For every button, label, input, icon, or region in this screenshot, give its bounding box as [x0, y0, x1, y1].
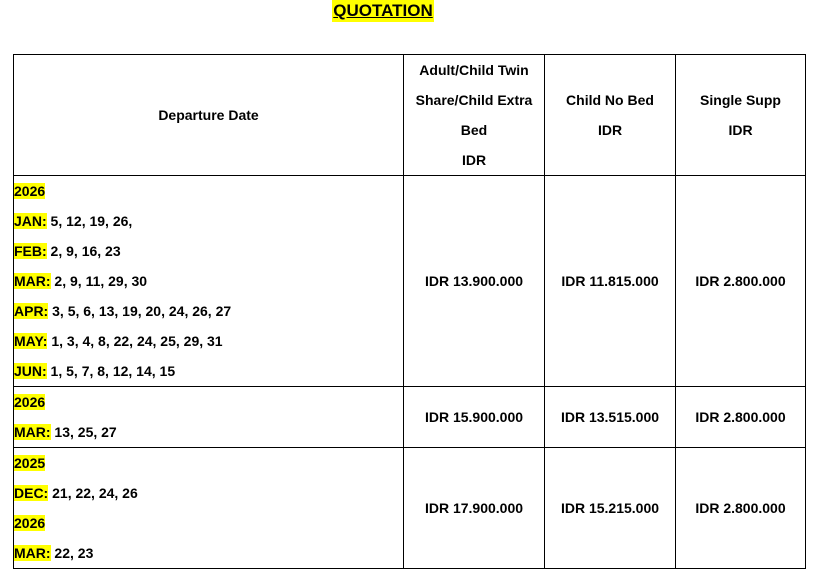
day-list: 1, 5, 7, 8, 12, 14, 15 — [46, 363, 176, 379]
header-child-no-bed — [545, 55, 676, 176]
header-adult-line2: Share/Child Extra — [415, 92, 533, 108]
day-list: 2, 9, 11, 29, 30 — [50, 273, 148, 289]
header-single-label: Single Supp — [700, 92, 781, 108]
month-label: APR: — [14, 303, 49, 319]
header-departure-date — [14, 55, 404, 176]
header-child-nobed-label: Child No Bed — [566, 92, 654, 108]
day-list: 22, 23 — [50, 545, 94, 561]
header-single-currency: IDR — [728, 122, 753, 138]
header-adult-child-twin — [404, 55, 545, 176]
month-label: MAR: — [14, 424, 51, 440]
day-list: 3, 5, 6, 13, 19, 20, 24, 26, 27 — [48, 303, 232, 319]
adult-price-cell: IDR 13.900.000 — [404, 176, 545, 387]
month-label: FEB: — [14, 243, 47, 259]
month-label: MAR: — [14, 273, 51, 289]
table-row — [14, 387, 806, 448]
month-label: JAN: — [14, 213, 47, 229]
header-departure-label: Departure Date — [158, 107, 259, 123]
year-label: 2026 — [14, 515, 46, 531]
day-list: 21, 22, 24, 26 — [48, 485, 138, 501]
header-adult-line3: Bed — [460, 122, 488, 138]
single-supp-price-cell: IDR 2.800.000 — [676, 387, 806, 448]
child-no-bed-price-cell: IDR 11.815.000 — [545, 176, 676, 387]
table-row — [14, 448, 806, 569]
year-label: 2026 — [14, 394, 46, 410]
child-no-bed-price-cell: IDR 13.515.000 — [545, 387, 676, 448]
month-label: MAR: — [14, 545, 51, 561]
child-no-bed-price-cell: IDR 15.215.000 — [545, 448, 676, 569]
table-header-row — [14, 55, 806, 176]
departure-dates-cell — [14, 176, 404, 387]
month-label: JUN: — [14, 363, 47, 379]
header-child-nobed-currency: IDR — [597, 122, 623, 138]
month-label: MAY: — [14, 333, 48, 349]
header-adult-currency: IDR — [461, 152, 487, 168]
day-list: 1, 3, 4, 8, 22, 24, 25, 29, 31 — [47, 333, 223, 349]
month-label: DEC: — [14, 485, 49, 501]
single-supp-price-cell: IDR 2.800.000 — [676, 176, 806, 387]
departure-dates-cell — [14, 387, 404, 448]
table-row — [14, 176, 806, 387]
year-label: 2025 — [14, 455, 46, 471]
quotation-table — [13, 54, 806, 569]
day-list: 2, 9, 16, 23 — [46, 243, 121, 259]
header-single-supp — [676, 55, 806, 176]
adult-price-cell: IDR 17.900.000 — [404, 448, 545, 569]
quotation-title-wrap — [0, 0, 766, 22]
single-supp-price-cell: IDR 2.800.000 — [676, 448, 806, 569]
header-adult-line1: Adult/Child Twin — [419, 62, 529, 78]
day-list: 5, 12, 19, 26, — [46, 213, 133, 229]
quotation-title: QUOTATION — [333, 1, 433, 20]
departure-dates-cell — [14, 448, 404, 569]
adult-price-cell: IDR 15.900.000 — [404, 387, 545, 448]
day-list: 13, 25, 27 — [50, 424, 117, 440]
year-label: 2026 — [14, 183, 46, 199]
